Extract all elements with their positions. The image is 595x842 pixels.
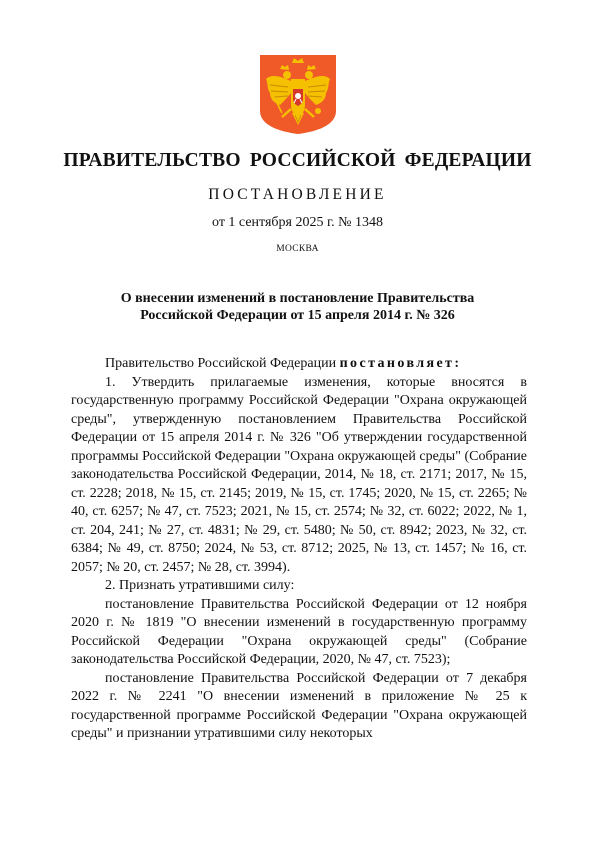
intro-prefix: Правительство Российской Федерации: [105, 356, 340, 371]
paragraph-4: постановление Правительства Российской Федерации от 7 декабря 2022 г. № 2241 "О внесении изменений в приложение № 25 к государственной программе Российской Федерации "Охрана окружающей среды" и признании утратившими силу некоторых: [71, 670, 527, 741]
document-subject: [0, 290, 595, 324]
paragraph-1: 1. Утвердить прилагаемые изменения, которые вносятся в государственную программу Российской Федерации "Охрана окружающей среды", утвержденную постановлением Правительства Российской Федерации от 15 апреля 2014 г. № 326 "Об утверждении государственной программы Российской Федерации "Охрана окружающей среды" (Собрание законодательства Российской Федерации, 2014, № 18, ст. 2171; 2017, № 15, ст. 2228; 2018, № 15, ст. 2145; 2019, № 15, ст. 1745; 2020, № 15, ст. 2265; № 40, ст. 6257; № 47, ст. 7523; 2021, № 15, ст. 2574; № 32, ст. 6022; 2022, № 1, ст. 204, 241; № 27, ст. 4831; № 29, ст. 5480; № 50, ст. 8942; 2023, № 32, ст. 6384; № 49, ст. 8750; 2024, № 53, ст. 8712; 2025, № 13, ст. 1457; № 16, ст. 2057; № 20, ст. 2457; № 28, ст. 3994).: [71, 374, 527, 575]
paragraph-3: постановление Правительства Российской Федерации от 12 ноября 2020 г. № 1819 "О внесении изменений в государственную программу Российской Федерации "Охрана окружающей среды" (Собрание законодательства Российской Федерации, 2020, № 47, ст. 7523);: [71, 596, 527, 667]
document-date-number: от 1 сентября 2025 г. № 1348: [212, 215, 383, 230]
coat-of-arms-icon: [258, 53, 338, 135]
document-body: [71, 355, 527, 744]
document-type: ПОСТАНОВЛЕНИЕ: [208, 186, 387, 203]
government-title: ПРАВИТЕЛЬСТВО РОССИЙСКОЙ ФЕДЕРАЦИИ: [63, 150, 532, 171]
intro-paragraph: [71, 355, 527, 374]
paragraph-2: 2. Признать утратившими силу:: [105, 578, 295, 593]
intro-keyword: постановляет: [339, 356, 455, 371]
subject-line-1: О внесении изменений в постановление Правительства: [120, 291, 475, 306]
intro-suffix: :: [454, 356, 462, 371]
subject-line-2: Российской Федерации от 15 апреля 2014 г. № 326: [140, 308, 455, 323]
document-city: МОСКВА: [276, 244, 319, 254]
